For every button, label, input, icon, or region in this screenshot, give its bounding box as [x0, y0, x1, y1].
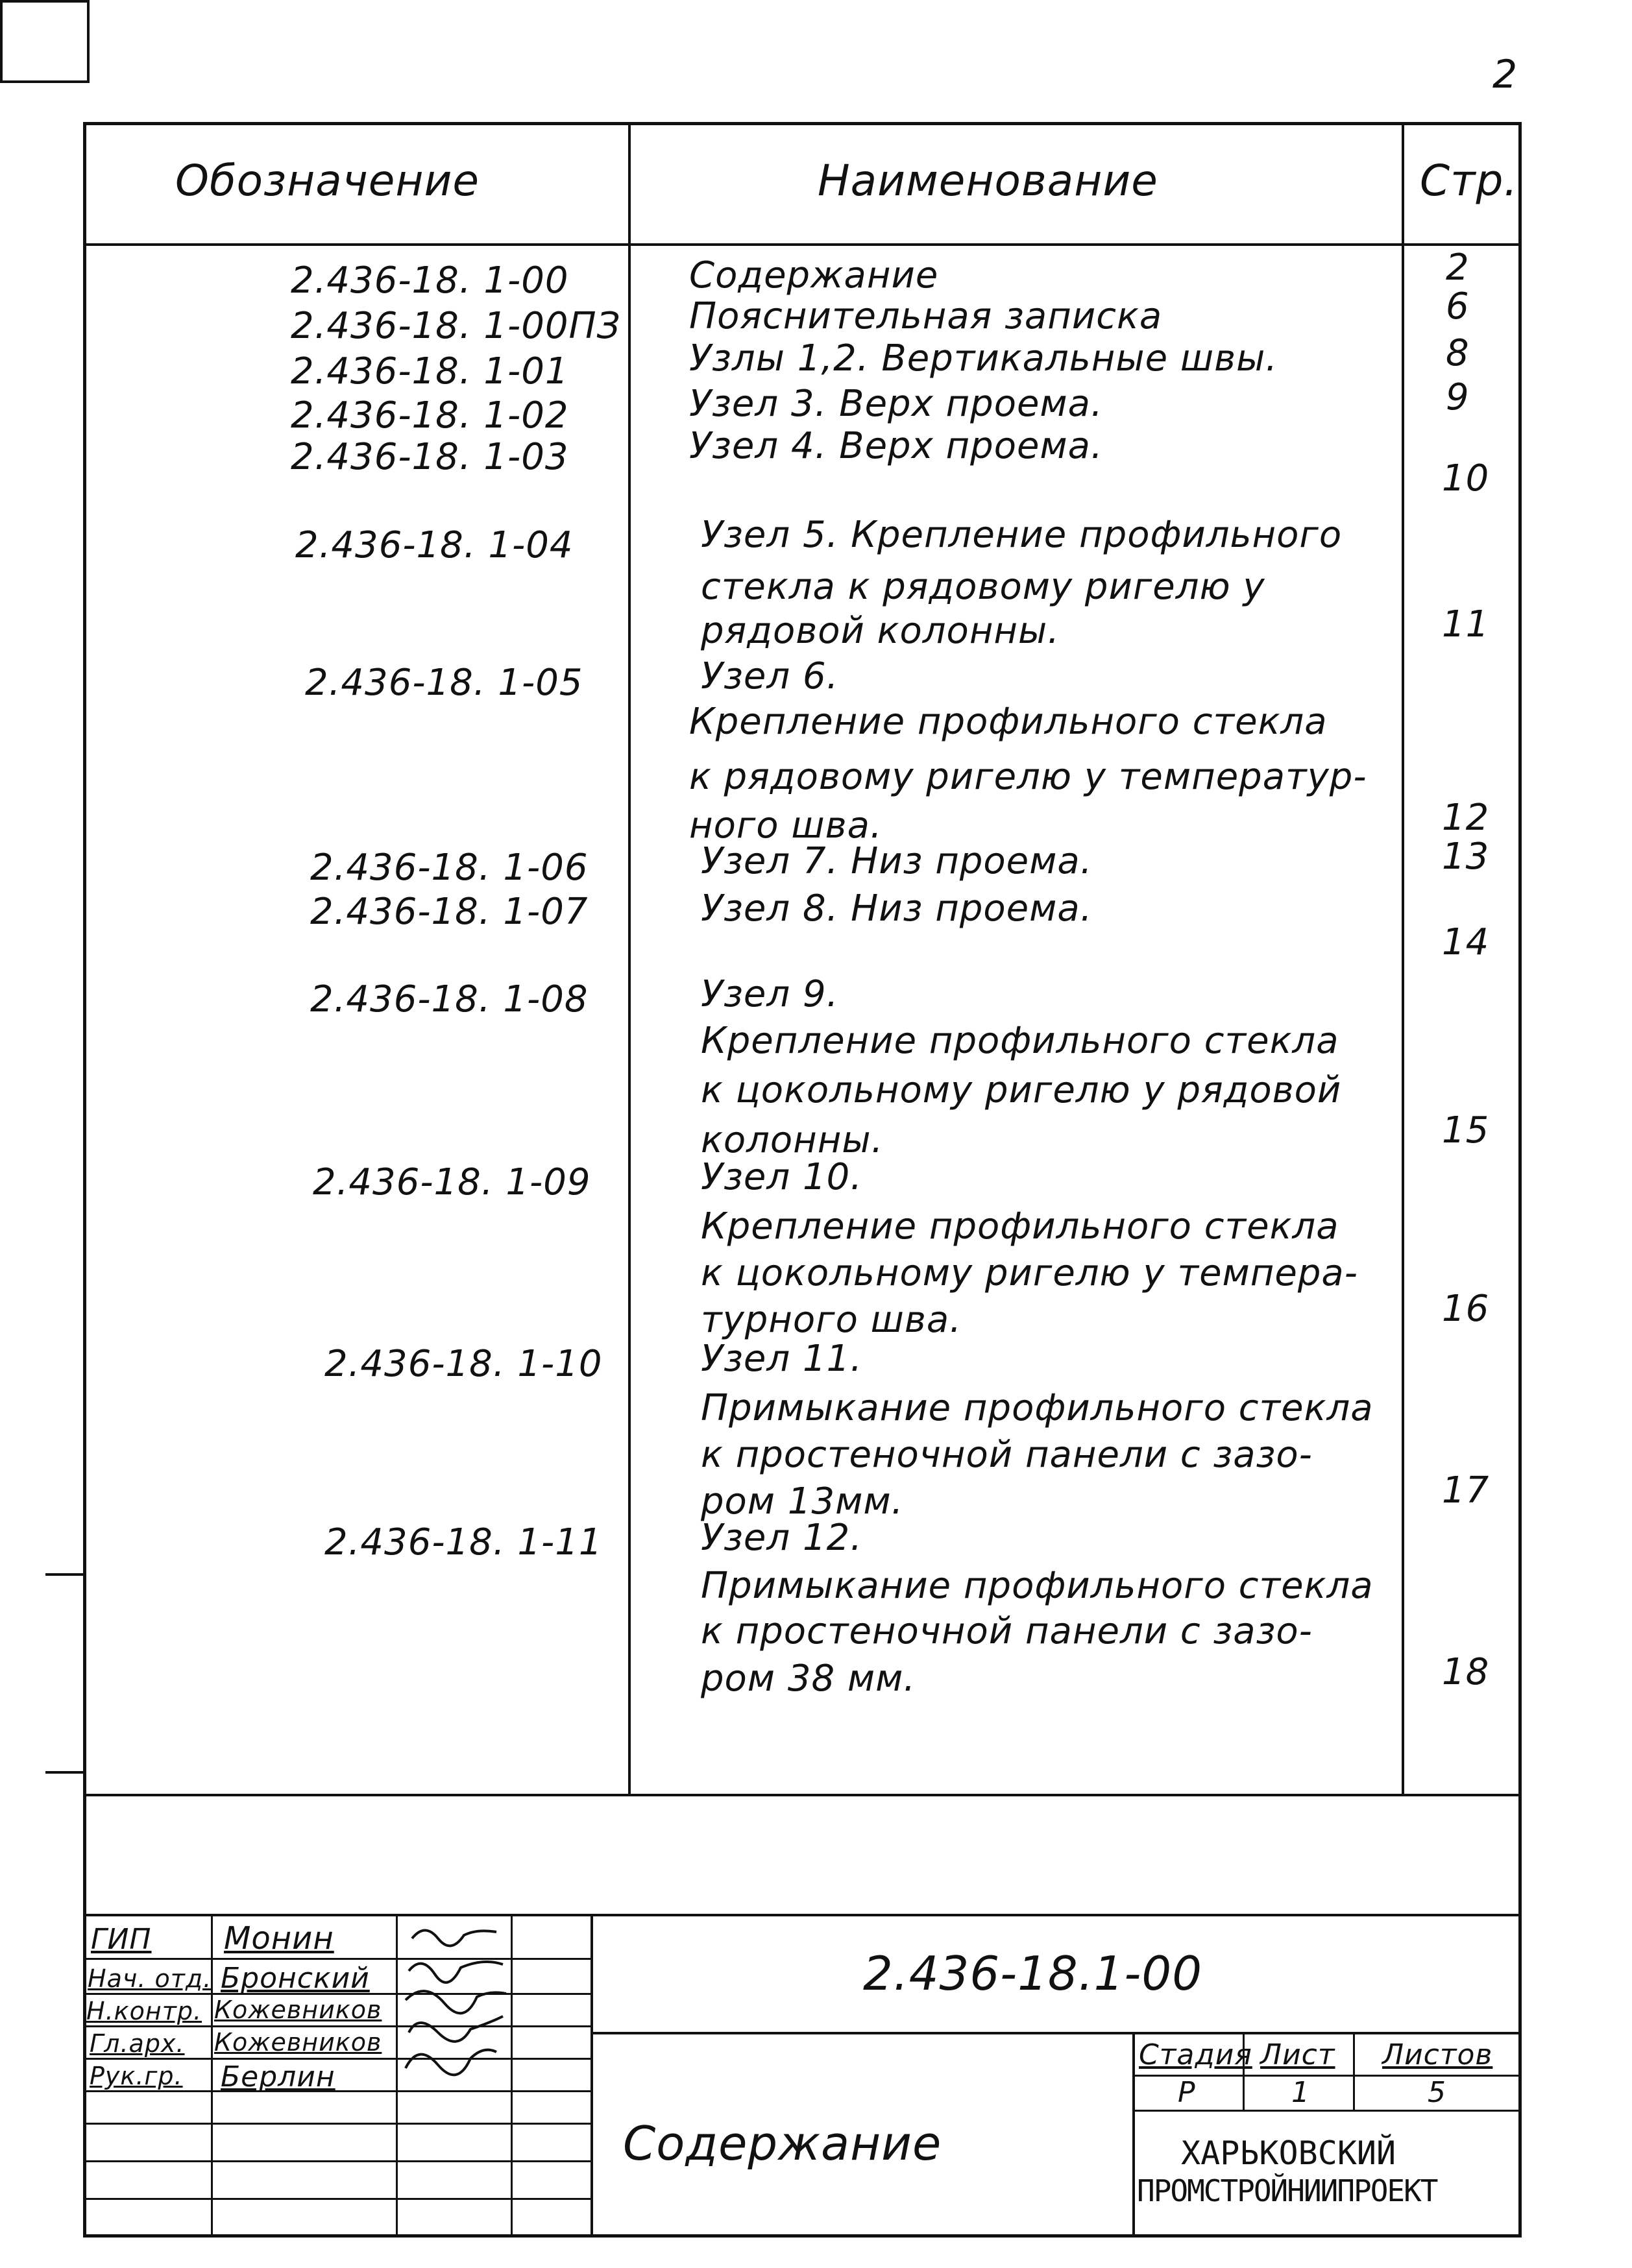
column-header-name: Наименование [818, 156, 1158, 206]
header-divider [83, 243, 1522, 246]
row-code: 2.436-18. 1-08 [310, 978, 589, 1020]
row-title-line: рядовой колонны. [701, 610, 1060, 652]
sig-name: Бронский [221, 1962, 370, 1995]
row-code: 2.436-18. 1-00ПЗ [291, 305, 621, 347]
row-title-line: Примыкание профильного стекла [701, 1565, 1374, 1607]
row-title-line: Крепление профильного стекла [689, 701, 1328, 743]
tb-col-line [511, 1914, 513, 2234]
row-title-line: Узел 9. [701, 973, 839, 1015]
row-title-line: к простеночной панели с зазо- [701, 1434, 1313, 1476]
page-number-box [0, 0, 90, 83]
row-title-line: стекла к рядовому ригелю у [701, 566, 1265, 608]
tb-code-divider [591, 2032, 1522, 2034]
sig-role: ГИП [91, 1923, 152, 1956]
sig-role: Н.контр. [86, 1997, 202, 2025]
row-page: 8 [1446, 332, 1470, 374]
row-page: 2 [1446, 247, 1470, 289]
sheet-label: Лист [1260, 2038, 1335, 2071]
sig-role: Нач. отд. [88, 1964, 212, 1993]
row-title-line: Крепление профильного стекла [701, 1020, 1339, 1062]
row-title-line: к простеночной панели с зазо- [701, 1610, 1313, 1652]
row-page: 17 [1442, 1469, 1490, 1512]
tb-row-line [83, 2198, 592, 2200]
document-title: Содержание [623, 2116, 942, 2171]
row-code: 2.436-18. 1-10 [324, 1343, 603, 1385]
tb-col-line [591, 1914, 593, 2234]
sig-role: Гл.арх. [90, 2029, 185, 2058]
tb-row-line [83, 2123, 592, 2125]
tb-row-line [83, 2058, 592, 2060]
row-code: 2.436-18. 1-04 [295, 524, 574, 566]
tb-col-line [211, 1914, 213, 2234]
row-title-line: Узел 6. [701, 655, 839, 697]
row-code: 2.436-18. 1-01 [291, 350, 569, 392]
row-title-line: ром 38 мм. [701, 1658, 916, 1700]
column-header-page: Стр. [1420, 156, 1518, 206]
frame-bottom [83, 2234, 1522, 2238]
row-code: 2.436-18. 1-07 [310, 891, 589, 933]
page-number: 2 [1492, 52, 1518, 97]
tb-row-line [83, 2090, 592, 2092]
title-block-top [83, 1914, 1522, 1916]
row-page: 13 [1442, 836, 1490, 878]
row-code: 2.436-18. 1-11 [324, 1521, 603, 1563]
sig-name: Кожевников [214, 2028, 382, 2057]
margin-tick [45, 1771, 84, 1774]
row-title-line: к рядовому ригелю у температур- [689, 756, 1367, 798]
row-title-line: Узел 10. [701, 1156, 863, 1198]
row-title-line: Крепление профильного стекла [701, 1205, 1339, 1248]
row-title-line: Узел 4. Верх проема. [689, 425, 1103, 467]
row-code: 2.436-18. 1-06 [310, 847, 589, 889]
row-page: 15 [1442, 1109, 1490, 1152]
row-page: 14 [1442, 921, 1490, 963]
row-title-line: колонны. [701, 1119, 884, 1161]
document-code: 2.436-18.1-00 [863, 1946, 1203, 2001]
row-title-line: Узел 5. Крепление профильного [701, 514, 1343, 556]
sheets-label: Листов [1382, 2038, 1493, 2071]
row-title-line: Пояснительная записка [689, 295, 1163, 337]
margin-tick [45, 1573, 84, 1576]
row-title-line: Узел 3. Верх проема. [689, 383, 1103, 425]
stage-value: Р [1178, 2076, 1196, 2109]
tb-row-line [83, 1958, 592, 1960]
row-page: 6 [1446, 285, 1470, 328]
row-code: 2.436-18. 1-09 [313, 1161, 591, 1203]
row-title-line: Содержание [689, 254, 939, 296]
row-page: 9 [1446, 376, 1470, 418]
column-divider-2 [1402, 122, 1404, 1796]
row-title-line: ром 13мм. [701, 1480, 904, 1523]
org-name-line2: ПРОМСТРОЙНИИПРОЕКТ [1137, 2173, 1437, 2208]
sig-name: Монин [224, 1920, 334, 1957]
column-divider-1 [628, 122, 631, 1796]
sheet-value: 1 [1291, 2076, 1310, 2109]
row-title-line: Примыкание профильного стекла [701, 1387, 1374, 1429]
sig-name: Кожевников [214, 1996, 382, 2024]
sheets-value: 5 [1428, 2076, 1446, 2109]
tb-row-line [83, 2160, 592, 2162]
row-code: 2.436-18. 1-00 [291, 259, 569, 302]
row-title-line: турного шва. [701, 1299, 962, 1341]
frame-left [83, 122, 86, 2237]
row-code: 2.436-18. 1-02 [291, 394, 569, 437]
list-bottom-divider [83, 1794, 1522, 1796]
tb-stage-col-line [1353, 2032, 1355, 2111]
row-title-line: Узлы 1,2. Вертикальные швы. [689, 337, 1278, 380]
tb-row-line [83, 2025, 592, 2027]
sig-name: Берлин [221, 2060, 335, 2093]
org-name-line1: ХАРЬКОВСКИЙ [1181, 2134, 1396, 2172]
row-page: 16 [1442, 1288, 1490, 1330]
row-page: 10 [1442, 457, 1490, 500]
row-page: 11 [1442, 603, 1490, 645]
row-page: 18 [1442, 1651, 1490, 1693]
column-header-designation: Обозначение [175, 156, 480, 206]
row-title-line: Узел 12. [701, 1517, 863, 1559]
sig-role: Рук.гр. [90, 2062, 183, 2090]
row-code: 2.436-18. 1-03 [291, 436, 569, 478]
row-page: 12 [1442, 797, 1490, 839]
tb-stage-row-line [1132, 2110, 1522, 2112]
row-title-line: Узел 11. [701, 1338, 863, 1380]
row-title-line: Узел 8. Низ проема. [701, 887, 1093, 930]
row-title-line: к цокольному ригелю у рядовой [701, 1069, 1342, 1111]
row-code: 2.436-18. 1-05 [305, 662, 583, 704]
row-title-line: Узел 7. Низ проема. [701, 840, 1093, 882]
frame-right [1518, 122, 1522, 2237]
row-title-line: ного шва. [689, 804, 883, 847]
tb-col-line [396, 1914, 398, 2234]
frame-top [83, 122, 1522, 125]
row-title-line: к цокольному ригелю у темпера- [701, 1252, 1358, 1294]
signature-scribbles [399, 1919, 509, 2088]
stage-label: Стадия [1139, 2038, 1252, 2071]
tb-title-divider [1132, 2032, 1135, 2234]
